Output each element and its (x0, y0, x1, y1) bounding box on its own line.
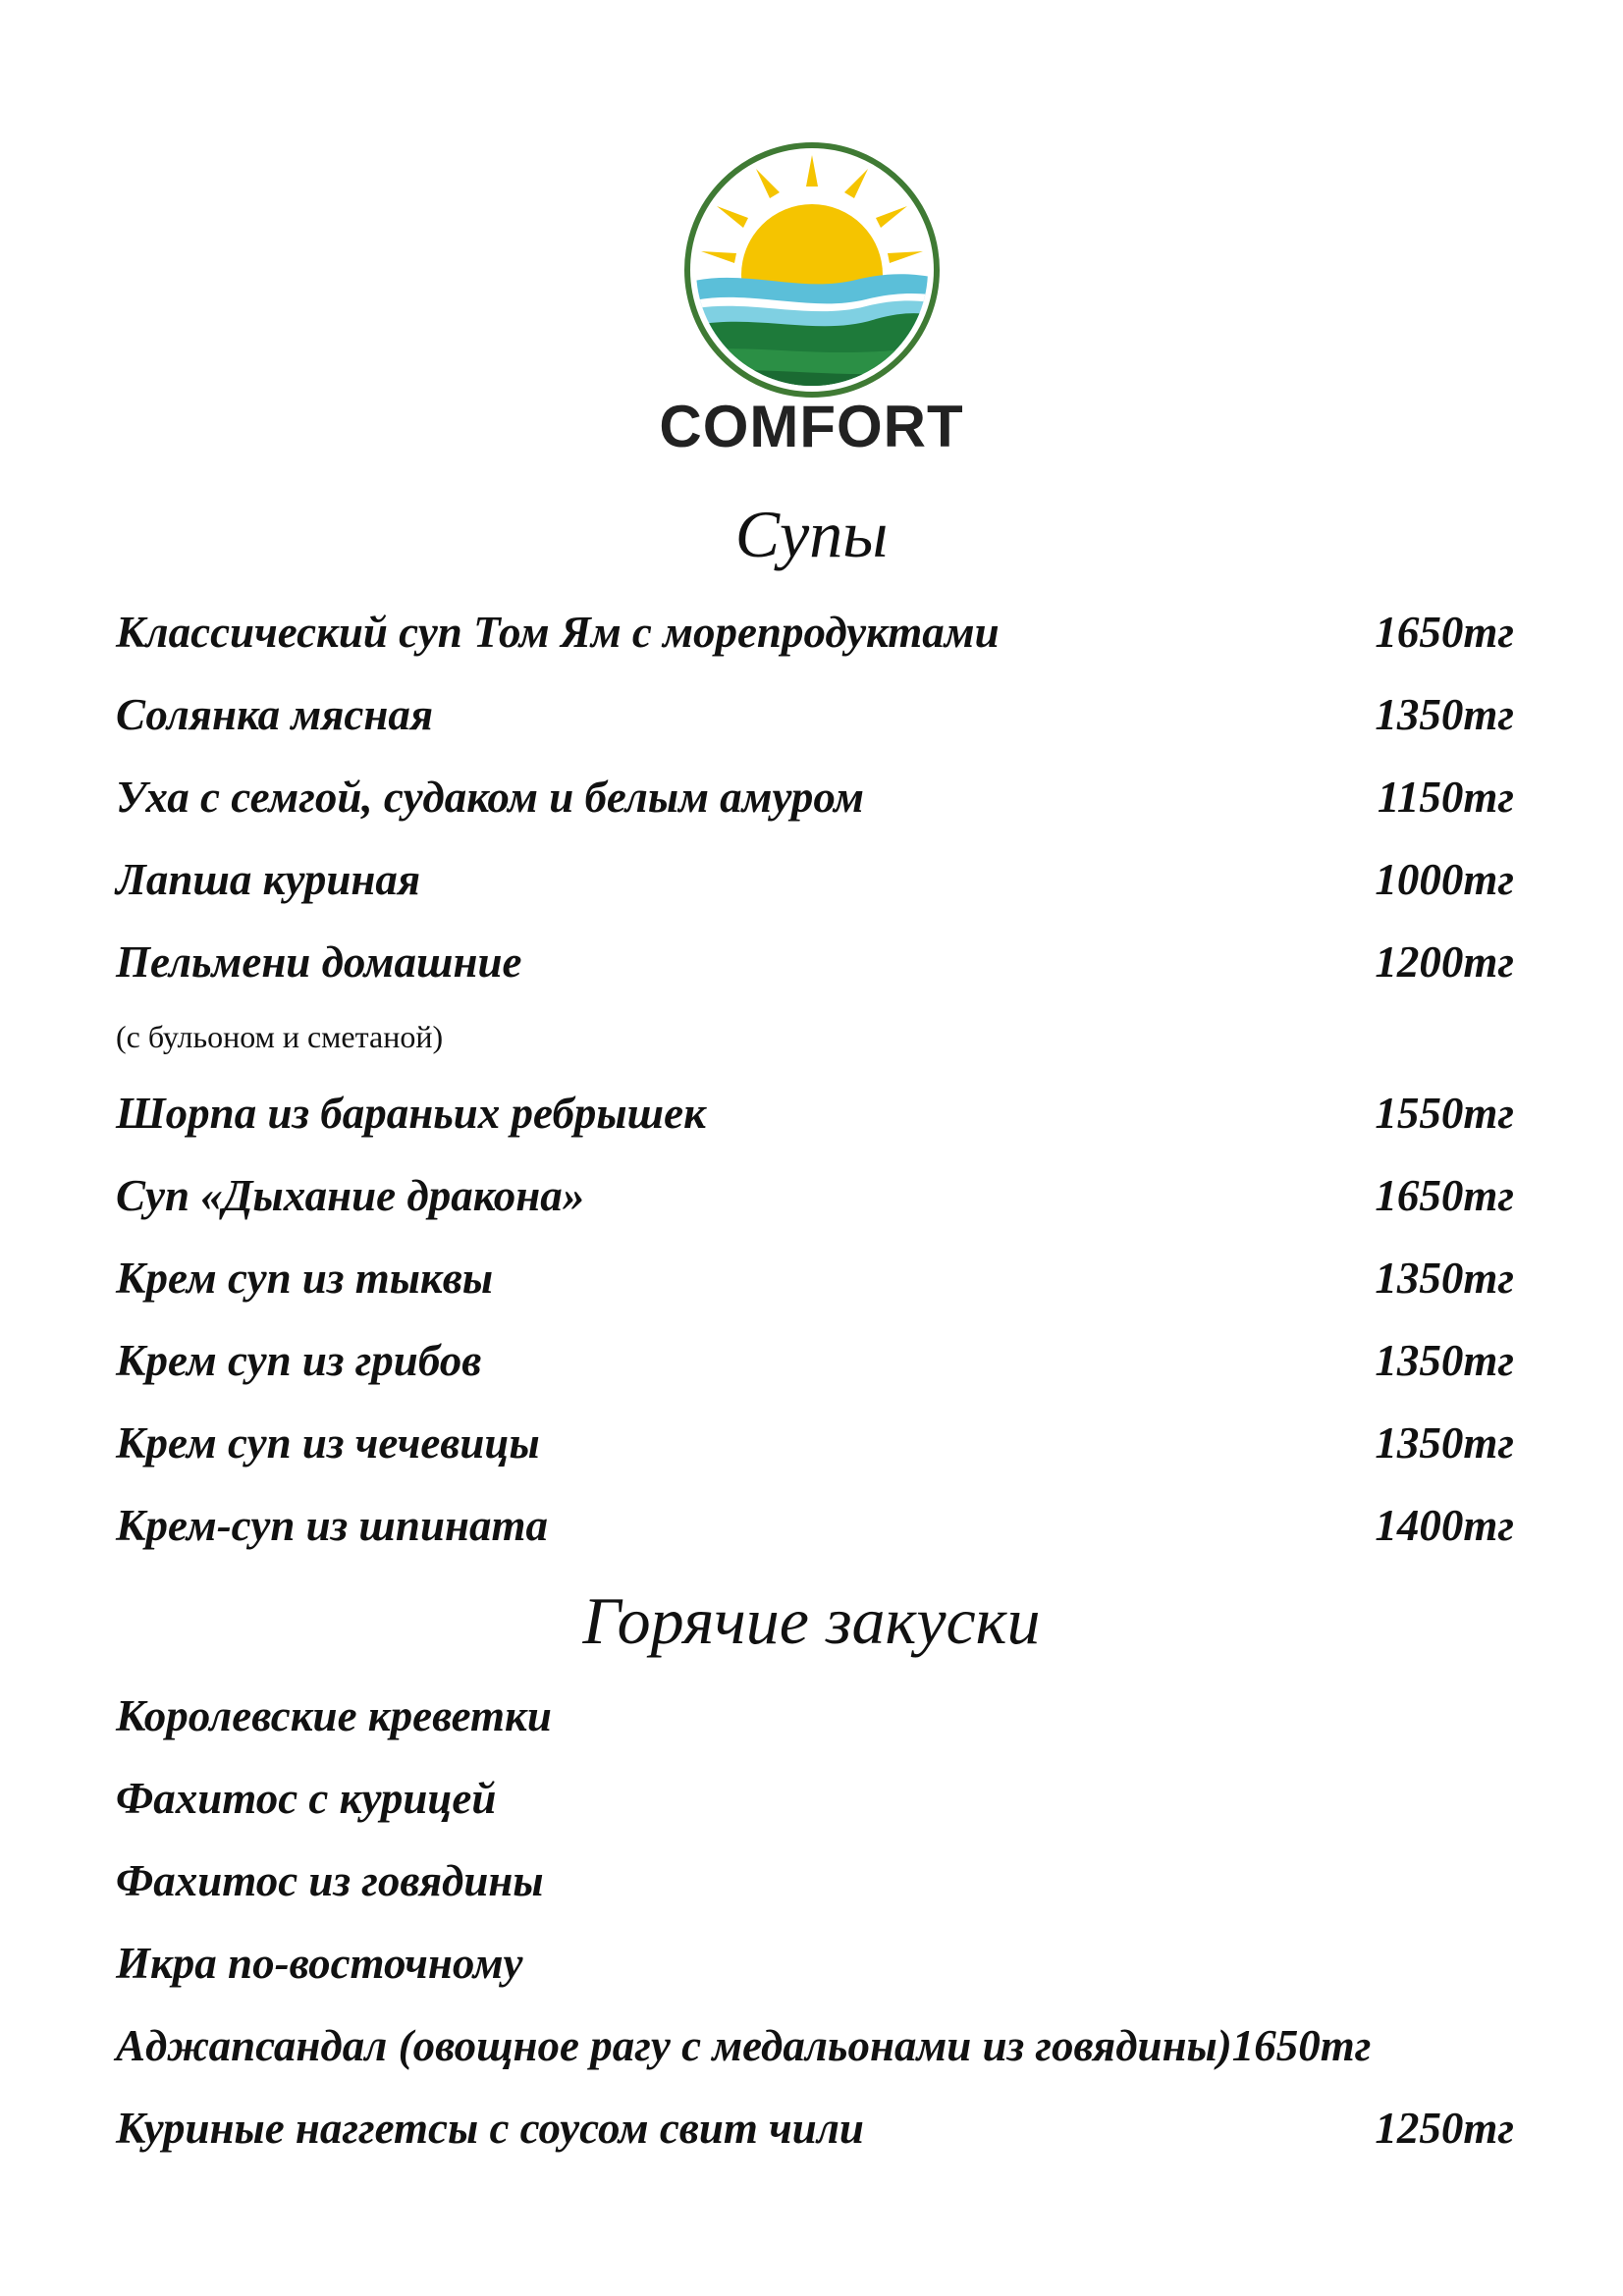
menu-item-price: 1350тг (1375, 690, 1514, 739)
menu-item-name: Крем суп из тыквы (116, 1254, 494, 1303)
menu-item (116, 1170, 1514, 1229)
menu-item-name: Крем суп из чечевицы (116, 1418, 540, 1468)
menu-item-name: Икра по-восточному (116, 1939, 523, 1988)
menu-item-price: 1200тг (1375, 937, 1514, 987)
menu-item (116, 1690, 1514, 1749)
menu-item-price: 1650тг (1375, 608, 1514, 657)
menu-item (116, 772, 1514, 830)
menu-item (116, 2103, 1514, 2162)
section-title-hot-appetizers: Горячие закуски (582, 1583, 1041, 1658)
menu-item-name: Фахитос из говядины (116, 1856, 544, 1905)
menu-item-price: 1550тг (1375, 1089, 1514, 1138)
menu-item-name: Крем-суп из шпината (116, 1501, 548, 1550)
menu-item-name: Пельмени домашние (116, 937, 522, 987)
menu-item (116, 1417, 1514, 1476)
menu-item (116, 936, 1514, 995)
menu-item-price: 1350тг (1375, 1254, 1514, 1303)
menu-item (116, 1855, 1514, 1914)
brand-name: COMFORT (659, 394, 964, 459)
menu-item-name: Уха с семгой, судаком и белым амуром (116, 773, 864, 822)
logo (0, 137, 1623, 402)
menu-item-price: 1350тг (1375, 1336, 1514, 1385)
menu-item (116, 1335, 1514, 1394)
menu-item (116, 1500, 1514, 1559)
menu-item-name: Солянка мясная (116, 690, 434, 739)
menu-item-name: Фахитос с курицей (116, 1774, 497, 1823)
menu-item-price: 1150тг (1377, 773, 1514, 822)
menu-item-price: 1000тг (1375, 855, 1514, 904)
menu-item (116, 1773, 1514, 1832)
menu-item-name: Аджапсандал (овощное рагу с медальонами из говядины)1650тг (116, 2021, 1372, 2070)
menu-item-price: 1350тг (1375, 1418, 1514, 1468)
menu-item-name: Классический суп Том Ям с морепродуктами (116, 608, 1000, 657)
menu-item-name: Куриные наггетсы с соусом свит чили (116, 2104, 864, 2153)
menu-item (116, 607, 1514, 666)
menu-item-name: Лапша куриная (116, 855, 421, 904)
menu-item-name: Суп «Дыхание дракона» (116, 1171, 585, 1220)
menu-item-name: Крем суп из грибов (116, 1336, 482, 1385)
menu-item (116, 689, 1514, 748)
menu-item-note: (с бульоном и сметаной) (116, 1019, 444, 1054)
menu-item (116, 1253, 1514, 1311)
menu-item (116, 854, 1514, 913)
menu-item-price: 1250тг (1375, 2104, 1514, 2153)
section-title-soups: Супы (734, 497, 889, 571)
sun-over-waves-logo-icon (679, 137, 945, 402)
menu-item-price: 1650тг (1375, 1171, 1514, 1220)
menu-item-name: Шорпа из бараньих ребрышек (116, 1089, 706, 1138)
menu-item (116, 1938, 1514, 1997)
menu-item (116, 2020, 1514, 2079)
menu-item-price: 1400тг (1375, 1501, 1514, 1550)
menu-item-name: Королевские креветки (116, 1691, 552, 1740)
menu-item (116, 1088, 1514, 1147)
